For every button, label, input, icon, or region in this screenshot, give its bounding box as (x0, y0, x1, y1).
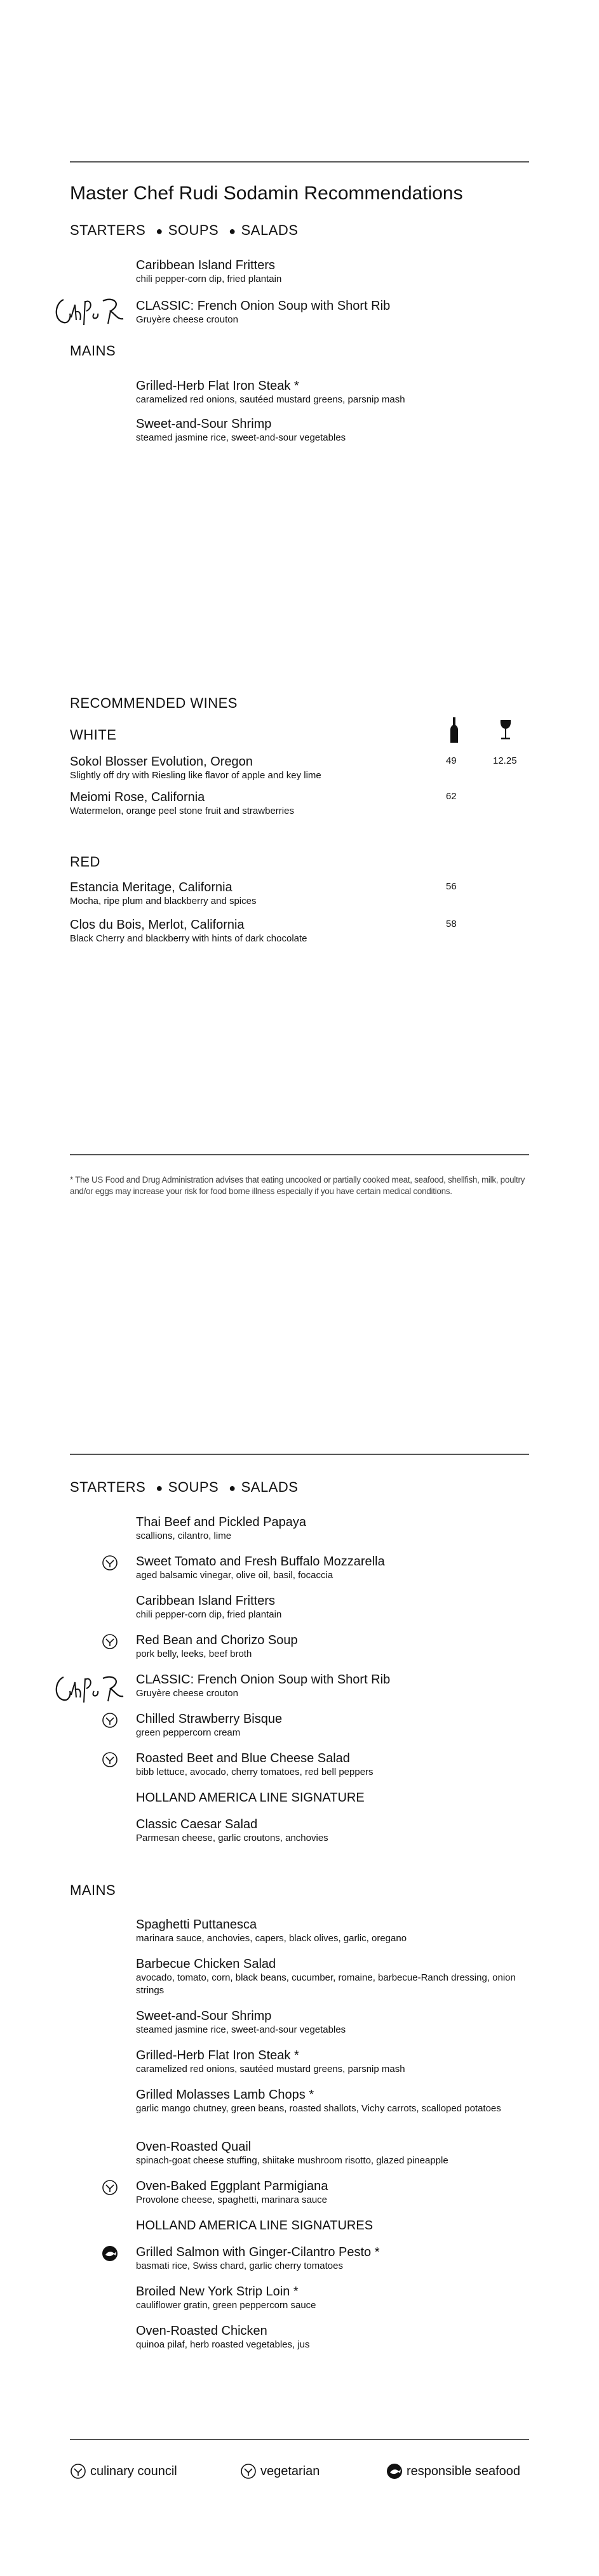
top-divider (70, 161, 529, 163)
menu-item (136, 298, 517, 326)
legend-seafood-label: responsible seafood (407, 2464, 521, 2478)
item-desc: pork belly, leeks, beef broth (136, 1649, 252, 1659)
menu-item (136, 2218, 517, 2233)
item-name: Thai Beef and Pickled Papaya (136, 1515, 306, 1529)
item-desc: Gruyère cheese crouton (136, 1688, 238, 1699)
item-name: Oven-Roasted Quail (136, 2140, 252, 2154)
item-desc: Gruyère cheese crouton (136, 314, 238, 325)
item-desc: chili pepper-corn dip, fried plantain (136, 1609, 282, 1620)
item-desc: steamed jasmine rice, sweet-and-sour vegetables (136, 432, 346, 443)
menu-item (136, 416, 517, 444)
item-name: Caribbean Island Fritters (136, 1594, 275, 1608)
wine-name: Clos du Bois, Merlot, California (70, 918, 245, 932)
menu-item (136, 2087, 517, 2115)
legend-vegetarian-label: vegetarian (260, 2464, 320, 2478)
disclaimer-text: * The US Food and Drug Administration advises that eating uncooked or partially cooked meat, seafood, shellfish, milk, poultry and/or eggs may increase your risk for food borne illness especially if you have certain medical conditions. (70, 1175, 525, 1196)
wines-heading: RECOMMENDED WINES (70, 695, 238, 711)
item-name: Oven-Roasted Chicken (136, 2324, 267, 2338)
vegetarian-icon (102, 2179, 117, 2194)
item-name: Chilled Strawberry Bisque (136, 1712, 283, 1726)
item-name: Grilled Salmon with Ginger-Cilantro Pesto * (136, 2245, 380, 2259)
item-name: Barbecue Chicken Salad (136, 1957, 276, 1971)
red-heading: RED (70, 854, 100, 870)
item-desc: scallions, cilantro, lime (136, 1530, 232, 1541)
glass-price: 12.25 (493, 755, 517, 766)
item-desc: chili pepper-corn dip, fried plantain (136, 274, 282, 284)
seafood-icon (102, 2245, 117, 2261)
section-divider (70, 1454, 529, 1455)
bottle-price: 56 (446, 881, 457, 892)
wine-name: Estancia Meritage, California (70, 880, 232, 894)
menu-item (136, 1515, 517, 1543)
wine-desc: Slightly off dry with Riesling like flavor of apple and key lime (70, 770, 321, 781)
bottle-price: 49 (446, 755, 457, 766)
item-name: Sweet-and-Sour Shrimp (136, 2009, 272, 2023)
vegetarian-icon (240, 2463, 257, 2480)
item-desc: basmati rice, Swiss chard, garlic cherry tomatoes (136, 2261, 343, 2271)
item-name: Oven-Baked Eggplant Parmigiana (136, 2179, 328, 2193)
item-name: HOLLAND AMERICA LINE SIGNATURES (136, 2219, 374, 2233)
item-name: CLASSIC: French Onion Soup with Short Rib (136, 299, 391, 313)
item-desc: quinoa pilaf, herb roasted vegetables, jus (136, 2339, 310, 2350)
menu-item (136, 1593, 517, 1621)
page-title: Master Chef Rudi Sodamin Recommendations (70, 183, 463, 204)
disclaimer-divider (70, 1154, 529, 1155)
item-desc: steamed jasmine rice, sweet-and-sour vegetables (136, 2024, 346, 2035)
mains-heading: MAINS (70, 343, 116, 359)
menu-item (136, 1790, 517, 1805)
item-name: Caribbean Island Fritters (136, 258, 275, 272)
wine-desc: Mocha, ripe plum and blackberry and spices (70, 896, 257, 906)
menu-item (136, 1817, 517, 1845)
item-desc: caramelized red onions, sautéed mustard greens, parsnip mash (136, 2064, 405, 2075)
vegetarian-icon (102, 1633, 117, 1649)
starters-heading: STARTERS ● SOUPS ● SALADS (70, 1479, 299, 1495)
vegetarian-icon (102, 1712, 117, 1727)
legend-culinary-label: culinary council (90, 2464, 177, 2478)
item-desc: garlic mango chutney, green beans, roasted shallots, Vichy carrots, scalloped potatoes (136, 2103, 501, 2114)
item-desc: marinara sauce, anchovies, capers, black olives, garlic, oregano (136, 1933, 407, 1944)
wine-name: Sokol Blosser Evolution, Oregon (70, 755, 253, 769)
white-heading: WHITE (70, 727, 117, 743)
item-desc: bibb lettuce, avocado, cherry tomatoes, red bell peppers (136, 1767, 374, 1777)
wine-glass-icon (499, 719, 512, 741)
wine-desc: Black Cherry and blackberry with hints of dark chocolate (70, 933, 307, 944)
wine-name: Meiomi Rose, California (70, 790, 205, 804)
menu-item (136, 1554, 517, 1582)
menu-item (136, 1633, 517, 1661)
legend-divider (70, 2439, 529, 2440)
item-desc: Parmesan cheese, garlic croutons, anchovies (136, 1833, 328, 1843)
item-desc: avocado, tomato, corn, black beans, cucumber, romaine, barbecue-Ranch dressing, onion strings (136, 1972, 516, 1996)
item-name: Spaghetti Puttanesca (136, 1918, 257, 1932)
mains-heading: MAINS (70, 1882, 116, 1898)
menu-item (136, 1672, 517, 1700)
item-desc: Provolone cheese, spaghetti, marinara sauce (136, 2194, 328, 2205)
culinary-council-icon (70, 2463, 86, 2480)
vegetarian-icon (102, 1555, 117, 1570)
item-name: HOLLAND AMERICA LINE SIGNATURE (136, 1791, 365, 1805)
menu-item (136, 2139, 517, 2167)
bottle-price: 58 (446, 919, 457, 929)
item-name: CLASSIC: French Onion Soup with Short Rib (136, 1673, 391, 1687)
item-name: Roasted Beet and Blue Cheese Salad (136, 1751, 350, 1765)
starters-heading: STARTERS ● SOUPS ● SALADS (70, 222, 299, 238)
menu-item (136, 378, 517, 406)
bottle-icon (450, 717, 459, 743)
chef-signature-icon (52, 292, 128, 330)
menu-item (136, 1751, 517, 1779)
item-name: Grilled-Herb Flat Iron Steak * (136, 379, 299, 393)
item-desc: caramelized red onions, sautéed mustard greens, parsnip mash (136, 394, 405, 405)
menu-item (136, 2048, 517, 2076)
item-name: Grilled Molasses Lamb Chops * (136, 2088, 314, 2102)
chef-signature-icon (52, 1670, 128, 1708)
item-name: Sweet-and-Sour Shrimp (136, 417, 272, 431)
item-name: Grilled-Herb Flat Iron Steak * (136, 2048, 299, 2062)
item-desc: aged balsamic vinegar, olive oil, basil, focaccia (136, 1570, 333, 1581)
menu-item (136, 1711, 517, 1739)
menu-item (136, 258, 517, 286)
vegetarian-icon (102, 1751, 117, 1767)
item-name: Sweet Tomato and Fresh Buffalo Mozzarella (136, 1555, 385, 1569)
menu-item (136, 2323, 517, 2351)
seafood-icon (386, 2463, 403, 2480)
menu-item (136, 2284, 517, 2312)
wine-desc: Watermelon, orange peel stone fruit and strawberries (70, 806, 294, 816)
menu-item (136, 2179, 517, 2207)
menu-item (136, 1917, 517, 1945)
menu-item (136, 2245, 517, 2273)
item-desc: green peppercorn cream (136, 1727, 241, 1738)
item-desc: cauliflower gratin, green peppercorn sauce (136, 2300, 316, 2311)
item-name: Red Bean and Chorizo Soup (136, 1633, 298, 1647)
menu-item (136, 1956, 517, 1997)
item-name: Broiled New York Strip Loin * (136, 2285, 299, 2299)
legend (70, 2463, 529, 2482)
bottle-price: 62 (446, 791, 457, 802)
item-name: Classic Caesar Salad (136, 1817, 258, 1831)
menu-item (136, 2008, 517, 2036)
item-desc: spinach-goat cheese stuffing, shiitake mushroom risotto, glazed pineapple (136, 2155, 448, 2166)
